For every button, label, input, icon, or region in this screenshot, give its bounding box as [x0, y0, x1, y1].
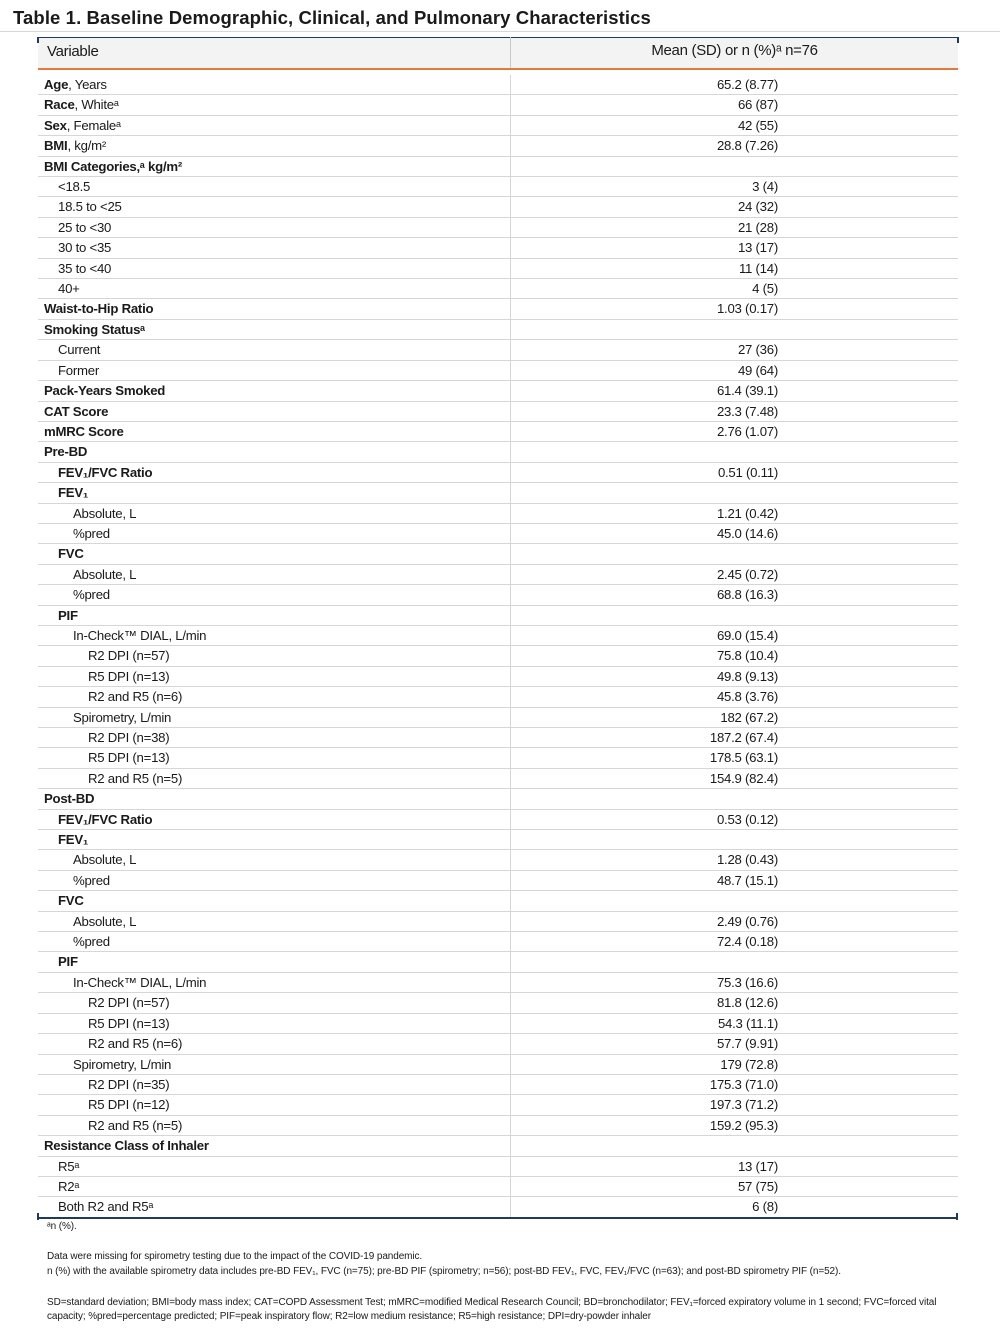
row-label: R2 and R5 (n=6) [88, 1036, 183, 1052]
table-row [38, 687, 958, 707]
row-label: Absolute, L [73, 566, 137, 582]
column-divider [510, 116, 511, 136]
table-row [38, 606, 958, 626]
row-value: 81.8 (12.6) [716, 995, 778, 1011]
row-value: 23.3 (7.48) [716, 403, 778, 419]
title-divider [0, 31, 1000, 32]
row-label: R5 DPI (n=13) [88, 1015, 170, 1031]
row-value: 197.3 (71.2) [709, 1097, 778, 1113]
row-value: 45.8 (3.76) [716, 689, 778, 705]
footnote-abbreviations-1: SD=standard deviation; BMI=body mass index; CAT=COPD Assessment Test; mMRC=modified Medical Research Council; BD=bronchodilator; FEV₁=forced expiratory volume in 1 second; FVC=forced vital [47, 1297, 937, 1308]
column-divider [510, 1136, 511, 1156]
row-label: Current [58, 342, 101, 358]
row-label: 25 to <30 [58, 219, 112, 235]
row-label: In-Check™ DIAL, L/min [73, 974, 207, 990]
row-label: Pre-BD [44, 444, 88, 460]
column-divider [510, 463, 511, 483]
row-label: R2 and R5 (n=5) [88, 770, 183, 786]
table-row [38, 585, 958, 605]
column-divider [510, 422, 511, 442]
table-row [38, 463, 958, 483]
column-divider [510, 402, 511, 422]
row-value: 3 (4) [752, 179, 778, 195]
row-label: R2ᵃ [58, 1178, 80, 1194]
column-divider [510, 177, 511, 197]
column-divider [510, 483, 511, 503]
table-row [38, 769, 958, 789]
column-divider [510, 544, 511, 564]
row-label: R2 DPI (n=57) [88, 995, 170, 1011]
table-row [38, 748, 958, 768]
column-divider [510, 218, 511, 238]
row-label: 30 to <35 [58, 240, 112, 256]
row-value: 154.9 (82.4) [709, 770, 778, 786]
column-divider [510, 1177, 511, 1197]
row-label: R2 DPI (n=35) [88, 1076, 170, 1092]
column-divider [510, 952, 511, 972]
table-row [38, 544, 958, 564]
column-divider [510, 299, 511, 319]
row-label: FVC [58, 546, 84, 562]
row-label: Race, Whiteᵃ [44, 97, 119, 113]
table-row [38, 75, 958, 95]
row-label: R5 DPI (n=12) [88, 1097, 170, 1113]
table-row [38, 442, 958, 462]
footnote-missing: Data were missing for spirometry testing due to the impact of the COVID-19 pandemic. [47, 1251, 423, 1262]
row-label: 35 to <40 [58, 260, 112, 276]
table-body [38, 75, 958, 1218]
column-divider [510, 1075, 511, 1095]
column-divider [510, 238, 511, 258]
header-left-tick [37, 37, 39, 43]
table-row [38, 1136, 958, 1156]
row-value: 2.49 (0.76) [716, 913, 778, 929]
row-value: 42 (55) [737, 117, 778, 133]
row-label: R2 and R5 (n=6) [88, 689, 183, 705]
column-divider [510, 748, 511, 768]
row-value: 1.03 (0.17) [716, 301, 778, 317]
column-divider [510, 830, 511, 850]
table-row [38, 728, 958, 748]
table-row [38, 1055, 958, 1075]
column-divider [510, 912, 511, 932]
table-row [38, 1116, 958, 1136]
column-divider [510, 1014, 511, 1034]
footnote-available: n (%) with the available spirometry data includes pre-BD FEV₁, FVC (n=75); pre-BD PIF (spirometry; n=56); post-BD FEV₁, FVC, FEV₁/FVC (n=63); and post-BD spirometry PIF (n=52). [47, 1266, 841, 1277]
column-divider [510, 95, 511, 115]
table-row [38, 136, 958, 156]
table-header [38, 37, 958, 70]
table-row [38, 95, 958, 115]
row-label: Smoking Statusᵃ [44, 321, 145, 337]
row-value: 61.4 (39.1) [716, 383, 778, 399]
row-value: 72.4 (0.18) [716, 934, 778, 950]
column-divider [510, 361, 511, 381]
table-row [38, 320, 958, 340]
column-divider [510, 75, 511, 95]
row-label: R2 DPI (n=57) [88, 648, 170, 664]
characteristics-table [38, 37, 958, 1218]
table-title: Table 1. Baseline Demographic, Clinical, and Pulmonary Characteristics [13, 7, 651, 28]
row-label: PIF [58, 954, 78, 970]
row-value: 13 (17) [737, 240, 778, 256]
table-row [38, 1177, 958, 1197]
row-value: 24 (32) [737, 199, 778, 215]
header-top-rule [38, 37, 958, 38]
column-divider [510, 769, 511, 789]
column-divider [510, 136, 511, 156]
table-row [38, 381, 958, 401]
table-row [38, 340, 958, 360]
row-value: 179 (72.8) [720, 1056, 778, 1072]
table-row [38, 932, 958, 952]
row-label: %pred [73, 934, 110, 950]
column-divider [510, 157, 511, 177]
table-row [38, 177, 958, 197]
column-divider [510, 1055, 511, 1075]
row-value: 49.8 (9.13) [716, 668, 778, 684]
footnote-abbreviations-2: capacity; %pred=percentage predicted; PIF=peak inspiratory flow; R2=low medium resistance; R5=high resistance; DPI=dry-powder inhaler [47, 1311, 651, 1322]
row-label: <18.5 [58, 179, 91, 195]
table-row [38, 626, 958, 646]
column-divider [510, 667, 511, 687]
row-label: BMI, kg/m² [44, 138, 106, 154]
table-row [38, 993, 958, 1013]
row-value: 66 (87) [737, 97, 778, 113]
row-value: 175.3 (71.0) [709, 1076, 778, 1092]
table-row [38, 483, 958, 503]
column-divider [510, 891, 511, 911]
row-label: Absolute, L [73, 852, 137, 868]
row-label: R5 DPI (n=13) [88, 668, 170, 684]
table-row [38, 361, 958, 381]
row-value: 178.5 (63.1) [709, 750, 778, 766]
column-divider [510, 973, 511, 993]
table-row [38, 973, 958, 993]
row-value: 75.3 (16.6) [716, 974, 778, 990]
row-label: FEV₁/FVC Ratio [58, 811, 153, 827]
column-divider [510, 1157, 511, 1177]
row-label: R2 and R5 (n=5) [88, 1117, 183, 1133]
row-value: 2.45 (0.72) [716, 566, 778, 582]
column-divider [510, 320, 511, 340]
row-value: 13 (17) [737, 1158, 778, 1174]
column-divider [510, 259, 511, 279]
table-row [38, 422, 958, 442]
table-row [38, 871, 958, 891]
column-divider [510, 871, 511, 891]
row-label: FEV₁ [58, 485, 89, 501]
table-row [38, 708, 958, 728]
table-row [38, 1095, 958, 1115]
row-value: 1.21 (0.42) [716, 505, 778, 521]
row-value: 69.0 (15.4) [716, 627, 778, 643]
row-value: 57 (75) [737, 1178, 778, 1194]
row-label: FEV₁/FVC Ratio [58, 464, 153, 480]
table-row [38, 667, 958, 687]
row-value: 75.8 (10.4) [716, 648, 778, 664]
row-label: 18.5 to <25 [58, 199, 122, 215]
row-label: %pred [73, 587, 110, 603]
row-label: In-Check™ DIAL, L/min [73, 627, 207, 643]
column-divider [510, 1116, 511, 1136]
column-divider [510, 1095, 511, 1115]
row-label: Age, Years [44, 77, 107, 92]
column-divider [510, 197, 511, 217]
table-row [38, 912, 958, 932]
table-row [38, 891, 958, 911]
row-label: Absolute, L [73, 505, 137, 521]
table-row [38, 646, 958, 666]
row-value: 11 (14) [738, 260, 778, 276]
column-divider [510, 504, 511, 524]
column-divider [510, 1197, 511, 1218]
row-label: Spirometry, L/min [73, 709, 172, 725]
row-value: 48.7 (15.1) [716, 872, 778, 888]
column-divider [510, 340, 511, 360]
row-label: Both R2 and R5ᵃ [58, 1199, 153, 1215]
row-label: %pred [73, 525, 110, 541]
column-divider [510, 728, 511, 748]
table-row [38, 402, 958, 422]
table-row [38, 238, 958, 258]
table-row [38, 1034, 958, 1054]
table-row [38, 279, 958, 299]
row-label: Absolute, L [73, 913, 137, 929]
row-value: 2.76 (1.07) [716, 423, 778, 439]
table-row [38, 1157, 958, 1177]
column-divider [510, 646, 511, 666]
table-row [38, 259, 958, 279]
row-value: 187.2 (67.4) [709, 730, 778, 745]
row-value: 28.8 (7.26) [716, 138, 778, 154]
row-value: 45.0 (14.6) [716, 525, 778, 541]
row-label: R5 DPI (n=13) [88, 750, 170, 766]
table-row [38, 299, 958, 319]
row-value: 182 (67.2) [720, 709, 778, 725]
table-row [38, 810, 958, 830]
column-divider [510, 626, 511, 646]
table-row [38, 789, 958, 809]
column-divider [510, 279, 511, 299]
table-row [38, 524, 958, 544]
column-divider [510, 1034, 511, 1054]
row-label: BMI Categories,ᵃ kg/m² [44, 158, 182, 174]
table-bottom-rule [38, 1217, 958, 1219]
row-value: 6 (8) [752, 1199, 778, 1215]
row-label: R2 DPI (n=38) [88, 730, 170, 745]
column-divider [510, 850, 511, 870]
column-divider [510, 524, 511, 544]
row-value: 49 (64) [737, 362, 778, 378]
row-label: Former [58, 362, 99, 378]
row-label: mMRC Score [44, 423, 124, 439]
row-label: FVC [58, 893, 84, 909]
row-label: Resistance Class of Inhaler [44, 1138, 209, 1154]
column-divider [510, 381, 511, 401]
column-divider [510, 789, 511, 809]
table-row [38, 1197, 958, 1217]
column-divider [510, 687, 511, 707]
column-divider [510, 442, 511, 462]
table-row [38, 1075, 958, 1095]
table-row [38, 197, 958, 217]
row-label: Pack-Years Smoked [44, 383, 166, 399]
column-divider [510, 606, 511, 626]
table-row [38, 830, 958, 850]
table-row [38, 157, 958, 177]
table-row [38, 504, 958, 524]
row-label: Sex, Femaleᵃ [44, 117, 121, 133]
column-divider [510, 993, 511, 1013]
row-label: Spirometry, L/min [73, 1056, 172, 1072]
column-divider [510, 565, 511, 585]
row-value: 0.53 (0.12) [716, 811, 778, 827]
table-row [38, 218, 958, 238]
column-divider [510, 708, 511, 728]
row-value: 1.28 (0.43) [716, 852, 778, 868]
row-label: CAT Score [44, 403, 109, 419]
table-row [38, 850, 958, 870]
table-row [38, 116, 958, 136]
row-value: 57.7 (9.91) [716, 1036, 778, 1052]
row-label: %pred [73, 872, 110, 888]
column-divider [510, 932, 511, 952]
row-label: FEV₁ [58, 832, 89, 848]
row-value: 54.3 (11.1) [717, 1015, 778, 1031]
row-value: 4 (5) [752, 281, 778, 297]
footnote-a: ᵃn (%). [47, 1221, 77, 1232]
header-variable: Variable [47, 43, 99, 60]
row-value: 65.2 (8.77) [716, 77, 778, 92]
row-value: 159.2 (95.3) [709, 1117, 778, 1133]
column-divider [510, 810, 511, 830]
row-label: PIF [58, 607, 78, 623]
row-value: 27 (36) [737, 342, 778, 358]
row-value: 68.8 (16.3) [716, 587, 778, 603]
row-label: R5ᵃ [58, 1158, 80, 1174]
table-row [38, 565, 958, 585]
header-value: Mean (SD) or n (%)ᵃ n=76 [651, 42, 818, 59]
table-row [38, 952, 958, 972]
row-value: 21 (28) [737, 219, 778, 235]
row-label: Post-BD [44, 791, 95, 807]
row-value: 0.51 (0.11) [717, 464, 778, 480]
table-row [38, 1014, 958, 1034]
column-divider [510, 585, 511, 605]
row-label: Waist-to-Hip Ratio [44, 301, 154, 317]
row-label: 40+ [58, 281, 80, 297]
